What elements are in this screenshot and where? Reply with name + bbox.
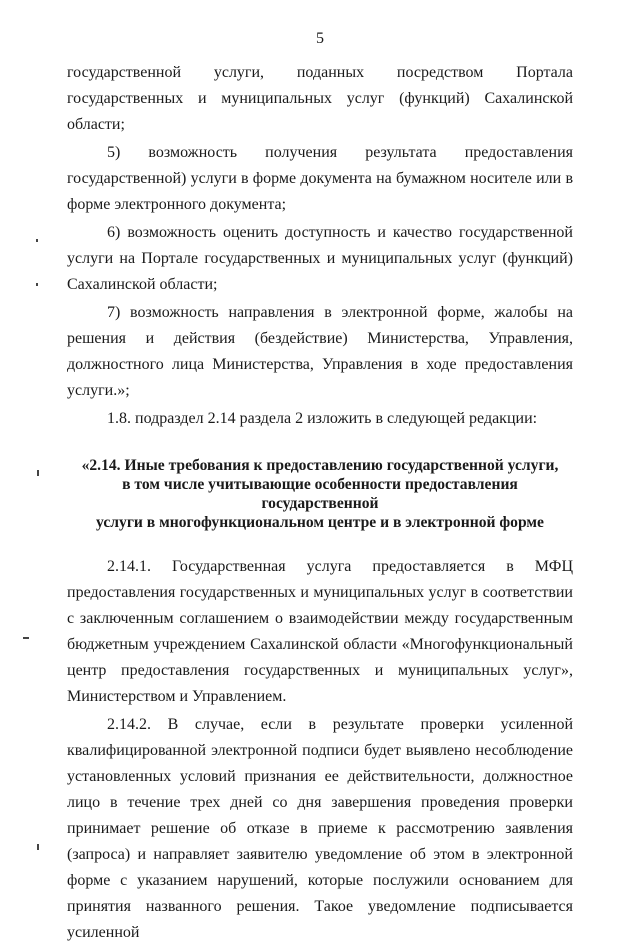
scan-mark bbox=[23, 637, 29, 639]
paragraph: 2.14.1. Государственная услуга предоставляется в МФЦ предоставления государственных и муниципальных услуг в соответствии с заключенным соглашением о взаимодействии между государственным бюджетным учреждением Сахалинской области «Многофункциональный центр предоставления государственных и муниципальных услуг», Министерством и Управлением. bbox=[67, 558, 573, 705]
section-heading bbox=[67, 456, 573, 532]
paragraph: 1.8. подраздел 2.14 раздела 2 изложить в следующей редакции: bbox=[107, 410, 538, 427]
heading-line: «2.14. Иные требования к предоставлению государственной услуги, bbox=[81, 457, 559, 474]
paragraph: 7) возможность направления в электронной форме, жалобы на решения и действия (бездействие) Министерства, Управления, должностного лица Министерства, Управления в ходе предоставления услуги.»; bbox=[67, 304, 573, 399]
scan-mark bbox=[36, 239, 38, 242]
document-body bbox=[67, 60, 573, 946]
paragraph: государственной услуги, поданных посредством Портала государственных и муниципальных услуг (функций) Сахалинской области; bbox=[67, 64, 573, 133]
page-number: 5 bbox=[316, 30, 324, 47]
paragraph: 5) возможность получения результата предоставления государственной) услуги в форме документа на бумажном носителе или в форме электронного документа; bbox=[67, 144, 573, 213]
paragraph: 6) возможность оценить доступность и качество государственной услуги на Портале государственных и муниципальных услуг (функций) Сахалинской области; bbox=[67, 224, 573, 293]
scan-mark bbox=[36, 283, 38, 286]
scan-mark bbox=[37, 844, 39, 850]
heading-line: услуги в многофункциональном центре и в электронной форме bbox=[96, 514, 544, 531]
scan-mark bbox=[37, 470, 39, 476]
heading-line: в том числе учитывающие особенности предоставления государственной bbox=[122, 476, 518, 512]
paragraph: 2.14.2. В случае, если в результате проверки усиленной квалифицированной электронной подписи будет выявлено несоблюдение установленных условий признания ее действительности, должностное лицо в течение трех дней со дня завершения проведения проверки принимает решение об отказе в приеме к рассмотрению заявления (запроса) и направляет заявителю уведомление об этом в электронной форме с указанием нарушений, которые послужили основанием для принятия названного решения. Такое уведомление подписывается усиленной bbox=[67, 716, 573, 941]
